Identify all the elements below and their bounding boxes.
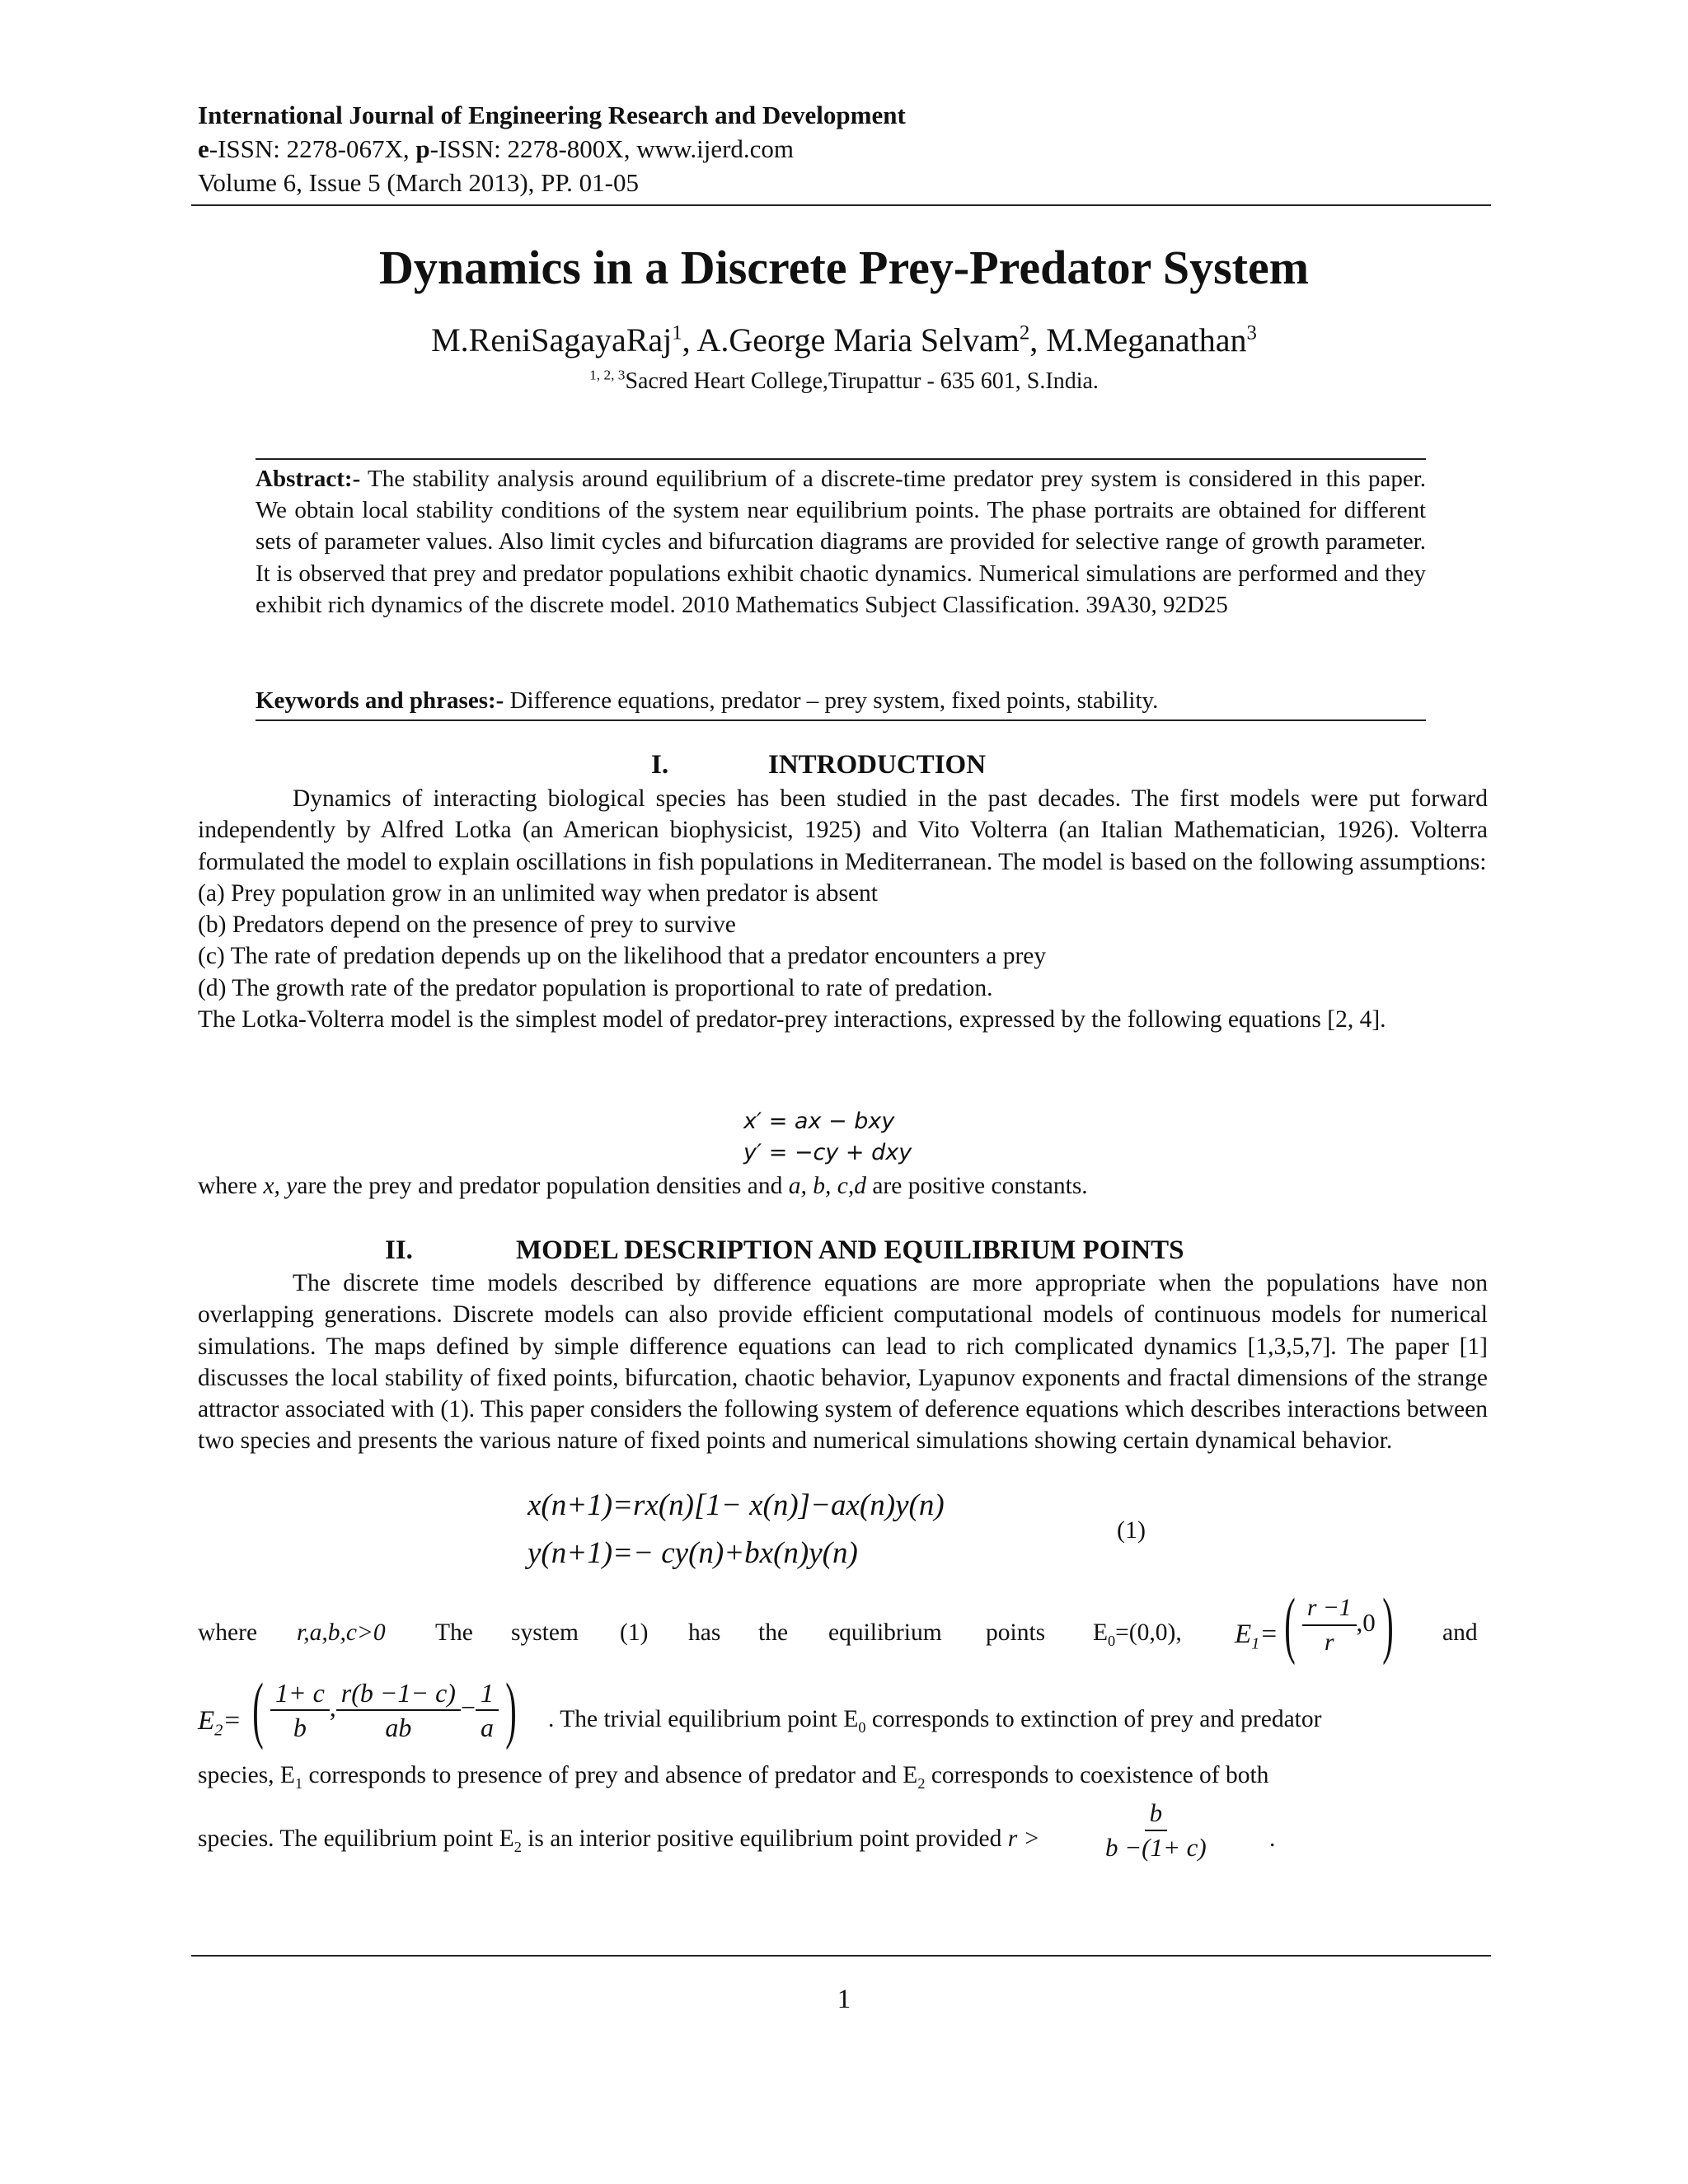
lv-where-line: where x, yare the prey and predator population densities and a, b, c,d are positive constants.: [198, 1173, 1088, 1199]
section-1-number: I.: [651, 750, 669, 780]
author-list: M.ReniSagayaRaj$^1$, A.George Maria Selvam$^2$, M.Meganathan$^3$: [431, 321, 1257, 359]
interior-condition-fraction: $\frac{b}{b -(1+ c)}$: [1105, 1798, 1207, 1862]
section-2-number: II.: [385, 1235, 413, 1265]
e1-fraction: $\frac{r -1}{r}$: [1302, 1591, 1357, 1659]
assumption-d: (d) The growth rate of the predator population is proportional to rate of predation.: [198, 974, 993, 1001]
footer-rule: [191, 1955, 1491, 1957]
issn-line: e-ISSN: 2278-067X, p-ISSN: 2278-800X, www.ijerd.com: [198, 134, 795, 163]
assumption-a: (a) Prey population grow in an unlimited way when predator is absent: [198, 879, 878, 907]
header-rule: [191, 204, 1491, 206]
lv-equation-1: x′ = ax − bxy: [743, 1108, 895, 1134]
affiliation: $^{1, 2, 3}$Sacred Heart College,Tirupattur - 635 601, S.India.: [589, 367, 1099, 394]
intro-paragraph: Dynamics of interacting biological species has been studied in the past decades. The first models were put forward independently by Alfred Lotka (an American biophysicist, 1925) and Vito Volterra (an Italian Mathematician, 1926). Volterra formulated the model to explain oscillations in fish populations in Mediterranean. The model is based on the following assumptions:: [198, 785, 1488, 875]
system-equation-2: y(n+1)=− cy(n)+bx(n)y(n): [528, 1536, 858, 1570]
e2-fraction-2: $\frac{r(b -1- c)}{ab}$: [336, 1676, 461, 1744]
paper-title: Dynamics in a Discrete Prey-Predator System: [378, 241, 1310, 294]
e2-fraction-1: $\frac{1+ c}{b}$: [270, 1676, 330, 1744]
assumption-c: (c) The rate of predation depends up on the likelihood that a predator encounters a prey: [198, 943, 1047, 970]
page-number: 1: [837, 1985, 851, 2014]
section-2-body: [198, 1268, 1488, 1457]
section-1-body: [198, 783, 1488, 1035]
abstract-top-rule: [256, 458, 1426, 460]
abstract: Abstract:- The stability analysis around equilibrium of a discrete-time predator prey system is considered in this paper. We obtain local stability conditions of the system near equilibrium points. The phase portraits are obtained for different sets of parameter values. Also limit cycles and bifurcation diagrams are provided for selective range of growth parameter. It is observed that prey and predator populations exhibit chaotic dynamics. Numerical simulations are performed and they exhibit rich dynamics of the discrete model. 2010 Mathematics Subject Classification. 39A30, 92D25: [256, 466, 1426, 618]
model-paragraph: The discrete time models described by difference equations are more appropriate when the populations have non overlapping generations. Discrete models can also provide efficient computational models of continuous models for numerical simulations. The maps defined by simple difference equations can lead to rich complicated dynamics [1,3,5,7]. The paper [1] discusses the local stability of fixed points, bifurcation, chaotic behavior, Lyapunov exponents and fractal dimensions of the strange attractor associated with (1). This paper considers the following system of deference equations which describes interactions between two species and presents the various nature of fixed points and numerical simulations showing certain dynamical behavior.: [198, 1270, 1488, 1455]
keywords: Keywords and phrases:- Difference equations, predator – prey system, fixed points, stability.: [256, 687, 1159, 714]
e2-line: $E_2=$ ( $\frac{1+ c}{b}$ , $\frac{r(b -1- c)}{ab}$ − $\frac{1}{a}$ ) . The trivial equilibrium point $E_0$ corresponds to extinction of prey and predator: [198, 1669, 1322, 1750]
e2-fraction-3: $\frac{1}{a}$: [476, 1676, 499, 1744]
lv-equation-2: y′ = −cy + dxy: [743, 1140, 912, 1165]
interior-condition-line: species. The equilibrium point $E_2$ is an interior positive equilibrium point provided r > $\frac{b}{b -(1+ c)}$ .: [198, 1797, 1488, 1875]
abstract-bottom-rule: [256, 719, 1426, 721]
section-2-title: MODEL DESCRIPTION AND EQUILIBRIUM POINTS: [516, 1235, 1184, 1265]
volume-line: Volume 6, Issue 5 (March 2013), PP. 01-05: [198, 168, 640, 197]
equation-number: (1): [1117, 1516, 1146, 1544]
section-1-title: INTRODUCTION: [768, 750, 987, 780]
system-equation-1: x(n+1)=rx(n)[1− x(n)]−ax(n)y(n): [528, 1488, 945, 1522]
assumption-b: (b) Predators depend on the presence of prey to survive: [198, 912, 736, 939]
journal-name: International Journal of Engineering Research and Development: [198, 101, 906, 129]
lotka-volterra-paragraph: The Lotka-Volterra model is the simplest model of predator-prey interactions, expressed by the following equations [2, 4].: [198, 1006, 1386, 1033]
equilibrium-line: where r,a,b,c>0 The system (1) has the equilibrium points $E_0=(0,0)$, $E_1=$ ( $\frac{r -1}{r}$ ,0) and: [198, 1584, 1478, 1666]
species-line: species, $E_1$ corresponds to presence of prey and absence of predator and $E_2$ corresponds to coexistence of both: [198, 1762, 1269, 1792]
